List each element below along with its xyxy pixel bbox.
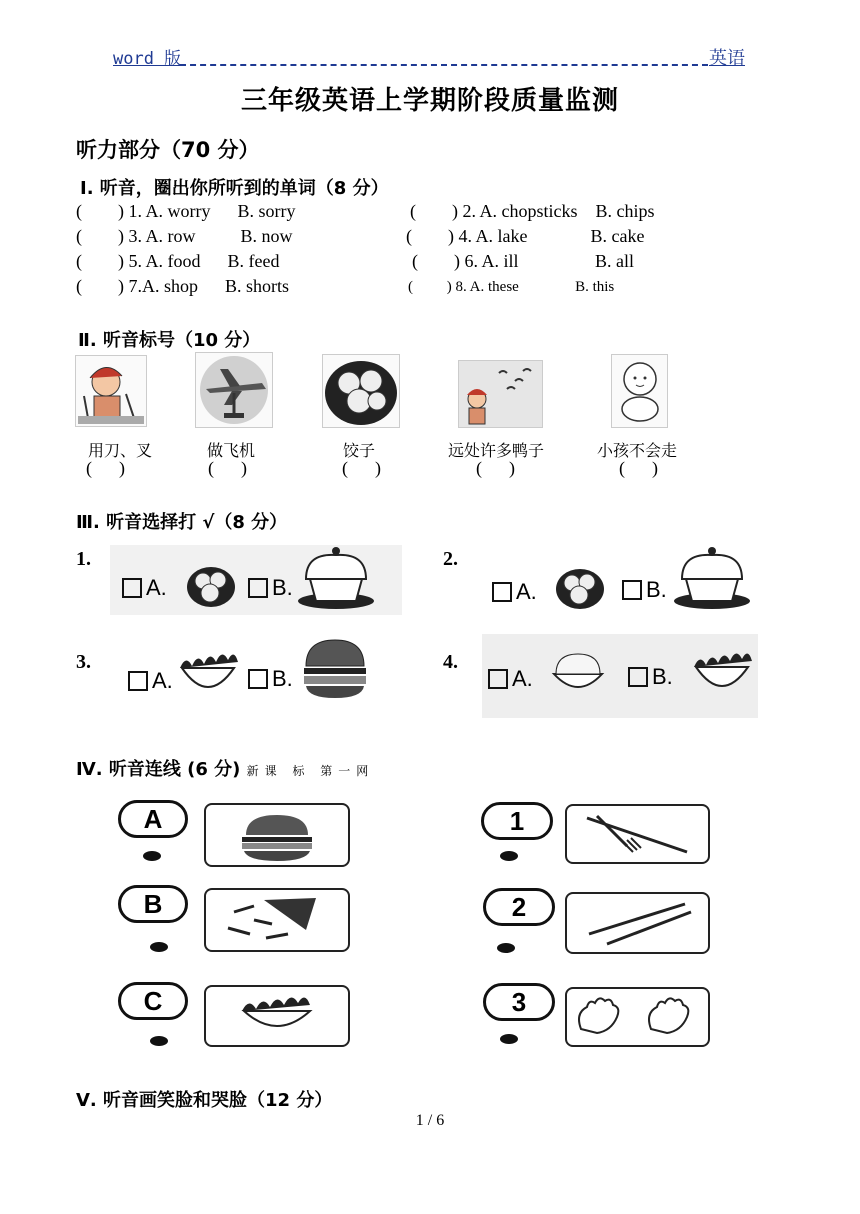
- match-picture-1: [565, 804, 710, 864]
- question-5: ( ) 5. A. food B. feed: [76, 251, 280, 271]
- checkbox[interactable]: [622, 580, 642, 600]
- match-label-3: 3: [483, 983, 555, 1021]
- match-picture-c: [204, 985, 350, 1047]
- choice-q4-a[interactable]: [488, 666, 533, 692]
- choice-q3-panel: [120, 636, 380, 704]
- caption-2: 做飞机: [207, 441, 256, 460]
- question-2: ( ) 2. A. chopsticks B. chips: [410, 201, 655, 221]
- option-label: B.: [646, 577, 667, 602]
- dumplings-icon: [186, 559, 236, 609]
- option-label: B.: [652, 664, 673, 689]
- section4-title: Ⅳ. 听音连线 (6 分): [76, 759, 241, 780]
- french-fries-icon: [206, 890, 348, 950]
- baby-crawling-picture: [611, 354, 668, 428]
- watermark-text: 新课 标 第一网: [246, 764, 375, 778]
- match-dot-c[interactable]: [150, 1036, 168, 1046]
- choice-q4-panel: [482, 634, 758, 718]
- listening-part-heading: 听力部分（70 分）: [76, 138, 260, 162]
- checkbox[interactable]: [628, 667, 648, 687]
- question-3: ( ) 3. A. row B. now: [76, 226, 293, 246]
- checkbox[interactable]: [488, 669, 508, 689]
- option-label: B.: [272, 666, 293, 691]
- match-label-c: C: [118, 982, 188, 1020]
- match-label-1: 1: [481, 802, 553, 840]
- question-1: ( ) 1. A. worry B. sorry: [76, 201, 296, 221]
- chopsticks-icon: [567, 894, 708, 952]
- page-title: 三年级英语上学期阶段质量监测: [240, 86, 619, 116]
- knife-fork-girl-picture: [75, 355, 147, 427]
- section2-heading: Ⅱ. 听音标号（10 分）: [78, 330, 261, 351]
- choice-q1-number: 1.: [76, 548, 91, 570]
- match-dot-a[interactable]: [143, 851, 161, 861]
- noodles-icon: [690, 644, 754, 702]
- caption-1: 用刀、叉: [88, 441, 153, 460]
- question-8: ( ) 8. A. these B. this: [408, 279, 615, 295]
- noodles-icon: [176, 650, 240, 698]
- choice-q2-a[interactable]: [492, 579, 537, 605]
- choice-q2-number: 2.: [443, 548, 458, 570]
- section5-heading: Ⅴ. 听音画笑脸和哭脸（12 分）: [76, 1090, 333, 1111]
- question-6: ( ) 6. A. ill B. all: [412, 251, 634, 271]
- answer-paren-4[interactable]: ( ): [476, 458, 515, 478]
- cake-icon: [672, 545, 752, 611]
- match-label-2: 2: [483, 888, 555, 926]
- dumplings-picture: [322, 354, 400, 428]
- question-4: ( ) 4. A. lake B. cake: [406, 226, 645, 246]
- knife-fork-icon: [567, 806, 708, 862]
- caption-5: 小孩不会走: [597, 441, 678, 460]
- option-label: A.: [146, 575, 167, 600]
- checkbox[interactable]: [492, 582, 512, 602]
- match-picture-b: [204, 888, 350, 952]
- option-label: A.: [516, 579, 537, 604]
- match-label-b: B: [118, 885, 188, 923]
- hands-icon: [567, 989, 708, 1045]
- cake-icon: [296, 545, 376, 611]
- checkbox[interactable]: [248, 669, 268, 689]
- choice-q1-a[interactable]: [122, 575, 167, 601]
- caption-4: 远处许多鸭子: [448, 441, 545, 460]
- answer-paren-2[interactable]: ( ): [208, 458, 247, 478]
- header-divider: [180, 64, 708, 66]
- section4-heading: [76, 755, 374, 781]
- ducks-picture: [458, 360, 543, 428]
- match-picture-3: [565, 987, 710, 1047]
- checkbox[interactable]: [122, 578, 142, 598]
- hamburger-icon: [302, 636, 368, 702]
- answer-paren-1[interactable]: ( ): [86, 458, 125, 478]
- choice-q2-panel: [480, 545, 752, 615]
- match-dot-2[interactable]: [497, 943, 515, 953]
- header-left: word 版: [113, 49, 182, 69]
- rice-icon: [550, 650, 606, 700]
- match-picture-a: [204, 803, 350, 867]
- noodles-icon: [206, 987, 348, 1045]
- match-picture-2: [565, 892, 710, 954]
- answer-paren-3[interactable]: ( ): [342, 458, 381, 478]
- section3-heading: Ⅲ. 听音选择打 √（8 分）: [76, 512, 288, 533]
- hamburger-icon: [206, 805, 348, 865]
- choice-q3-a[interactable]: [128, 668, 173, 694]
- choice-q3-number: 3.: [76, 651, 91, 673]
- toy-airplane-picture: [195, 352, 273, 428]
- option-label: B.: [272, 575, 293, 600]
- question-7: ( ) 7.A. shop B. shorts: [76, 276, 290, 296]
- choice-q3-b[interactable]: [248, 666, 293, 692]
- section1-heading: Ⅰ. 听音，圈出你所听到的单词（8 分）: [80, 178, 389, 199]
- match-dot-3[interactable]: [500, 1034, 518, 1044]
- choice-q4-b[interactable]: [628, 664, 673, 690]
- choice-q2-b[interactable]: [622, 577, 667, 603]
- dumplings-icon: [554, 561, 606, 611]
- match-dot-b[interactable]: [150, 942, 168, 952]
- option-label: A.: [512, 666, 533, 691]
- match-dot-1[interactable]: [500, 851, 518, 861]
- header-right: 英语: [709, 48, 745, 68]
- checkbox[interactable]: [128, 671, 148, 691]
- choice-q4-number: 4.: [443, 651, 458, 673]
- caption-3: 饺子: [343, 441, 376, 460]
- answer-paren-5[interactable]: ( ): [619, 458, 658, 478]
- checkbox[interactable]: [248, 578, 268, 598]
- match-label-a: A: [118, 800, 188, 838]
- choice-q1-b[interactable]: [248, 575, 293, 601]
- choice-q1-panel: [110, 545, 402, 615]
- page-number: 1 / 6: [415, 1112, 445, 1129]
- option-label: A.: [152, 668, 173, 693]
